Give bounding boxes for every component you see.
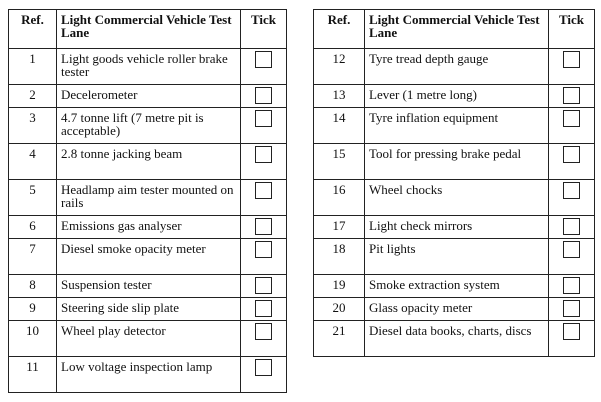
ref-column-header: Ref. xyxy=(9,10,57,49)
table-row xyxy=(9,85,287,108)
tick-checkbox[interactable] xyxy=(255,51,272,68)
ref-cell: 8 xyxy=(9,275,57,298)
ref-cell: 19 xyxy=(314,275,365,298)
tick-checkbox[interactable] xyxy=(255,277,272,294)
item-cell: Wheel play detector xyxy=(57,321,241,357)
ref-cell: 20 xyxy=(314,298,365,321)
ref-cell: 6 xyxy=(9,216,57,239)
table-row xyxy=(314,180,595,216)
tick-cell xyxy=(549,144,595,180)
table-row xyxy=(9,49,287,85)
tick-checkbox[interactable] xyxy=(255,110,272,127)
item-cell: Light check mirrors xyxy=(365,216,549,239)
item-cell: Wheel chocks xyxy=(365,180,549,216)
ref-cell: 10 xyxy=(9,321,57,357)
tick-cell xyxy=(549,108,595,144)
item-cell: Tyre inflation equipment xyxy=(365,108,549,144)
ref-cell: 4 xyxy=(9,144,57,180)
tick-cell xyxy=(241,49,287,85)
tick-cell xyxy=(241,275,287,298)
tick-cell xyxy=(241,321,287,357)
tick-cell xyxy=(549,49,595,85)
tick-checkbox[interactable] xyxy=(563,218,580,235)
tick-checkbox[interactable] xyxy=(255,241,272,258)
ref-cell: 17 xyxy=(314,216,365,239)
ref-cell: 11 xyxy=(9,357,57,393)
ref-cell: 9 xyxy=(9,298,57,321)
table-row xyxy=(9,357,287,393)
tick-checkbox[interactable] xyxy=(563,110,580,127)
tick-checkbox[interactable] xyxy=(255,300,272,317)
tick-checkbox[interactable] xyxy=(563,323,580,340)
ref-cell: 18 xyxy=(314,239,365,275)
table-row xyxy=(9,108,287,144)
header-row xyxy=(9,10,287,49)
tick-cell xyxy=(549,239,595,275)
ref-cell: 5 xyxy=(9,180,57,216)
ref-cell: 14 xyxy=(314,108,365,144)
tick-checkbox[interactable] xyxy=(563,51,580,68)
item-cell: Pit lights xyxy=(365,239,549,275)
table-row xyxy=(314,321,595,357)
table-row xyxy=(314,275,595,298)
item-cell: Light goods vehicle roller brake tester xyxy=(57,49,241,85)
item-cell: Glass opacity meter xyxy=(365,298,549,321)
tick-cell xyxy=(241,144,287,180)
tick-checkbox[interactable] xyxy=(563,241,580,258)
tick-checkbox[interactable] xyxy=(255,359,272,376)
equipment-checklist-left xyxy=(8,9,287,393)
ref-cell: 13 xyxy=(314,85,365,108)
tick-checkbox[interactable] xyxy=(563,87,580,104)
ref-cell: 7 xyxy=(9,239,57,275)
tick-cell xyxy=(241,85,287,108)
table-row xyxy=(9,216,287,239)
ref-column-header: Ref. xyxy=(314,10,365,49)
ref-cell: 15 xyxy=(314,144,365,180)
equipment-checklist-right xyxy=(313,9,595,357)
header-row xyxy=(314,10,595,49)
item-cell: Steering side slip plate xyxy=(57,298,241,321)
table-row xyxy=(9,144,287,180)
item-cell: Decelerometer xyxy=(57,85,241,108)
tick-cell xyxy=(549,298,595,321)
tick-checkbox[interactable] xyxy=(563,146,580,163)
tick-cell xyxy=(241,108,287,144)
item-column-header: Light Commercial Vehicle Test Lane xyxy=(57,10,241,49)
table-row xyxy=(314,216,595,239)
item-cell: Emissions gas analyser xyxy=(57,216,241,239)
item-cell: Lever (1 metre long) xyxy=(365,85,549,108)
tick-cell xyxy=(241,216,287,239)
table-row xyxy=(9,321,287,357)
item-cell: 2.8 tonne jacking beam xyxy=(57,144,241,180)
table-row xyxy=(314,108,595,144)
tick-cell xyxy=(241,180,287,216)
item-cell: Tool for pressing brake pedal xyxy=(365,144,549,180)
tick-cell xyxy=(549,85,595,108)
tick-cell xyxy=(241,357,287,393)
item-cell: Suspension tester xyxy=(57,275,241,298)
item-cell: Headlamp aim tester mounted on rails xyxy=(57,180,241,216)
tick-checkbox[interactable] xyxy=(255,323,272,340)
ref-cell: 2 xyxy=(9,85,57,108)
table-row xyxy=(314,85,595,108)
tick-cell xyxy=(241,239,287,275)
tick-column-header: Tick xyxy=(549,10,595,49)
item-cell: Smoke extraction system xyxy=(365,275,549,298)
table-row xyxy=(9,239,287,275)
tick-checkbox[interactable] xyxy=(255,87,272,104)
tick-cell xyxy=(549,321,595,357)
ref-cell: 12 xyxy=(314,49,365,85)
item-cell: 4.7 tonne lift (7 metre pit is acceptable) xyxy=(57,108,241,144)
table-row xyxy=(9,180,287,216)
tick-cell xyxy=(549,275,595,298)
item-column-header: Light Commercial Vehicle Test Lane xyxy=(365,10,549,49)
tick-column-header: Tick xyxy=(241,10,287,49)
table-row xyxy=(314,144,595,180)
tick-checkbox[interactable] xyxy=(255,146,272,163)
tick-checkbox[interactable] xyxy=(563,182,580,199)
tick-checkbox[interactable] xyxy=(563,300,580,317)
table-row xyxy=(314,239,595,275)
table-row xyxy=(314,49,595,85)
tick-checkbox[interactable] xyxy=(255,182,272,199)
tick-checkbox[interactable] xyxy=(563,277,580,294)
item-cell: Tyre tread depth gauge xyxy=(365,49,549,85)
tick-cell xyxy=(549,216,595,239)
tick-cell xyxy=(549,180,595,216)
table-row xyxy=(9,298,287,321)
ref-cell: 3 xyxy=(9,108,57,144)
ref-cell: 21 xyxy=(314,321,365,357)
table-row xyxy=(314,298,595,321)
tick-cell xyxy=(241,298,287,321)
ref-cell: 1 xyxy=(9,49,57,85)
item-cell: Low voltage inspection lamp xyxy=(57,357,241,393)
tick-checkbox[interactable] xyxy=(255,218,272,235)
ref-cell: 16 xyxy=(314,180,365,216)
table-row xyxy=(9,275,287,298)
item-cell: Diesel data books, charts, discs xyxy=(365,321,549,357)
item-cell: Diesel smoke opacity meter xyxy=(57,239,241,275)
